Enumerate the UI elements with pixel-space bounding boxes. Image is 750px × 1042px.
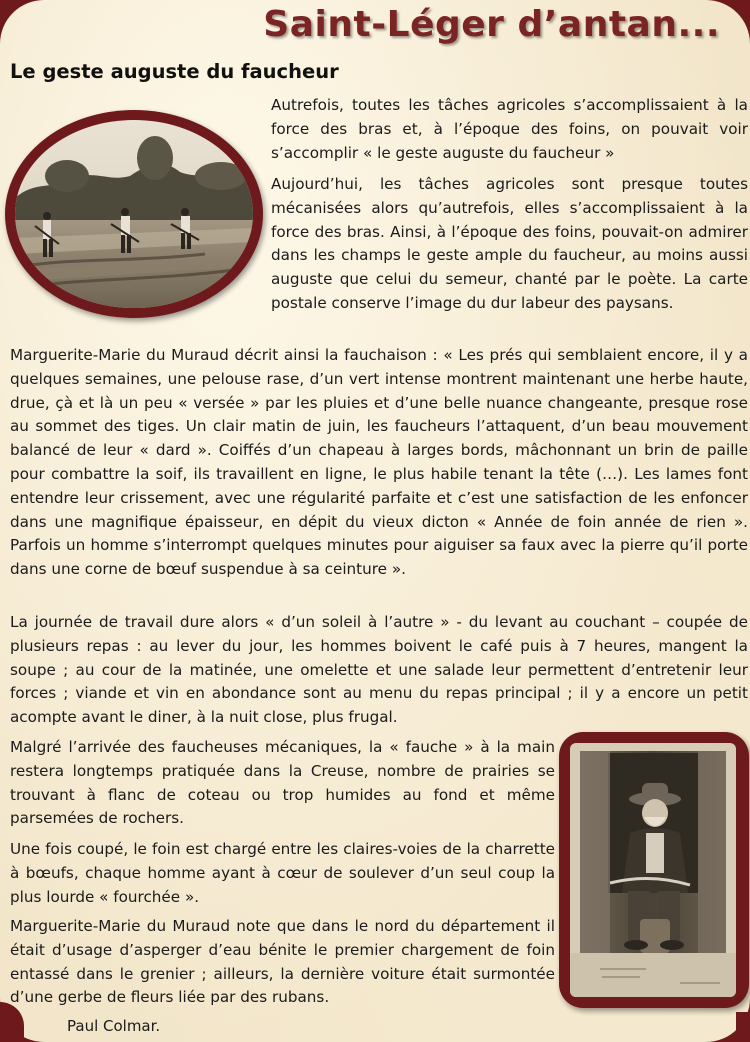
old-mower-photo-frame: [559, 732, 749, 1008]
holy-water-paragraph: Marguerite-Marie du Muraud note que dans le nord du département il était d’usage d’asperger d’eau bénite le premier chargement de foin entassé dans le grenier ; ailleurs, la dernière voiture était surmontée d’une gerbe de fleurs liée par des rubans.: [10, 917, 555, 1007]
machines-paragraph: Malgré l’arrivée des faucheuses mécaniques, la « fauche » à la main restera longtemps pratiquée dans la Creuse, nombre de prairies se trouvant à flanc de coteau ou trop humides au fond et même parsemées de rochers.: [10, 738, 555, 828]
intro-paragraph: Autrefois, toutes les tâches agricoles s’accomplissaient à la force des bras et, à l’époque des foins, on pouvait voir s’accomplir « le geste auguste du faucheur »: [271, 96, 748, 162]
haymaking-photo-frame: [5, 110, 263, 318]
haymaking-photo: [15, 120, 253, 308]
frame-corner-right: [736, 1012, 750, 1042]
author-signature: Paul Colmar.: [67, 1017, 161, 1035]
quote-paragraph: Marguerite-Marie du Muraud décrit ainsi la fauchaison : « Les prés qui semblaient encore, il y a quelques semaines, une pelouse rase, d’un vert intense montrent maintenant une herbe haute, drue, çà et là un peu « versée » par les pluies et d’une belle nuance changeante, presque rose au sommet des tiges. Un clair matin de juin, les faucheurs l’attaquent, d’un beau mouvement balancé de leur « dard ». Coiffés d’un chapeau à larges bords, mâchonnant un brin de paille pour combattre la soif, ils travaillent en ligne, le plus habile tenant la tête (…). Les lames font entendre leur crissement, avec une régularité parfaite et c’est une satisfaction de les enfoncer dans une magnifique épaisseur, en dépit du vieux dicton « Année de foin année de rien ». Parfois un homme s’interrompt quelques minutes pour aiguiser sa faux avec la pierre qu’il porte dans une corne de bœuf suspendue à sa ceinture ».: [10, 346, 748, 579]
article-headline: Le geste auguste du faucheur: [10, 60, 339, 83]
hay-loading-paragraph: Une fois coupé, le foin est chargé entre les claires-voies de la charrette à bœufs, chaque homme ayant à cœur de soulever d’un seul coup la plus lourde « fourchée ».: [10, 840, 555, 906]
masthead-title: Saint-Léger d’antan...: [263, 4, 720, 45]
workday-paragraph: La journée de travail dure alors « d’un soleil à l’autre » - du levant au couchant – coupée de plusieurs repas : au lever du jour, les hommes boivent le café puis à 7 heures, mangent la soupe ; au cour de la matinée, une omelette et une salade leur permettent d’entretenir leur forces ; viande et vin en abondance sont au menu du repas principal ; il y a encore un petit acompte avant le diner, à la nuit close, plus frugal.: [10, 613, 748, 727]
old-mower-photo: [570, 743, 736, 997]
today-paragraph: Aujourd’hui, les tâches agricoles sont presque toutes mécanisées alors qu’autrefois, elles s’accomplissaient à la force des bras. Ainsi, à l’époque des foins, pouvait-on admirer dans les champs le geste ample du faucheur, au moins aussi auguste que celui du semeur, chanté par le poète. La carte postale conserve l’image du dur labeur des paysans.: [271, 175, 748, 312]
